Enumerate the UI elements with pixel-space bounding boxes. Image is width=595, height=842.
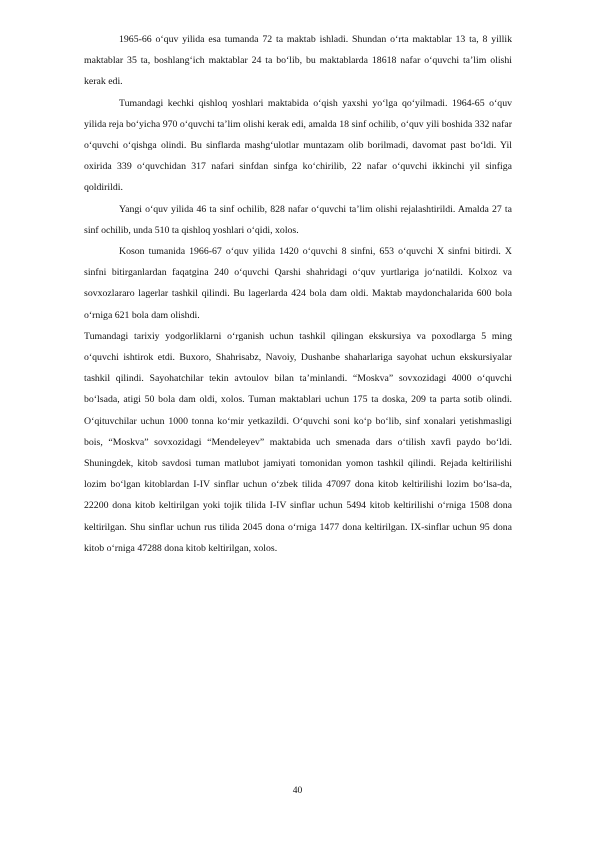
- paragraph-excursions-books: Tumandagi tarixiy yodgorliklarni o‘rganish uchun tashkil qilingan ekskursiya va poxodlarga 5 ming o‘quvchi ishtirok etdi. Buxoro, Shahrisabz, Navoiy, Dushanbe shaharlariga sayohat uchun ekskursiyalar tashkil qilindi. Sayohatchilar tekin avtoulov bilan ta’minlandi. “Moskva” sovxozidagi 4000 o‘quvchi bo‘lsada, atigi 50 bola dam oldi, xolos. Tuman maktablari uchun 175 ta doska, 209 ta parta sotib olindi. O‘qituvchilar uchun 1000 tonna ko‘mir yetkazildi. O‘quvchi soni ko‘p bo‘lib, sinf xonalari yetishmasligi bois, “Moskva” sovxozidagi “Mendeleyev” maktabida uch smenada dars o‘tilish xavfi paydo bo‘ldi. Shuningdek, kitob savdosi tuman matlubot jamiyati tomonidan yomon tashkil qilindi. Rejada keltirilishi lozim bo‘lgan kitoblardan I-IV sinflar uchun o‘zbek tilida 47097 dona kitob keltirilishi lozim bo‘lsa-da, 22200 dona kitob keltirilgan yoki tojik tilida I-IV sinflar uchun 5494 kitob keltirilishi o‘rniga 1508 dona keltirilgan. Shu sinflar uchun rus tilida 2045 dona o‘rniga 1477 dona keltirilgan. IX-sinflar uchun 95 dona kitob o‘rniga 47288 dona kitob keltirilgan, xolos.: [84, 330, 512, 554]
- paragraph-evening-school: Tumandagi kechki qishloq yoshlari maktabida o‘qish yaxshi yo‘lga qo‘yilmadi. 1964-65 o‘quv yilida reja bo‘yicha 970 o‘quvchi ta’lim olishi kerak edi, amalda 18 sinf ochilib, o‘quv yili boshida 332 nafar o‘quvchi o‘qishga olindi. Bu sinflarda mashg‘ulotlar muntazam olib borilmadi, davomat past bo‘ldi. Yil oxirida 339 o‘quvchidan 317 nafari sinfdan sinfga ko‘chirilib, 22 nafar o‘quvchi ikkinchi yil sinfiga qoldirildi.: [84, 97, 512, 194]
- paragraph-koson-district: Koson tumanida 1966-67 o‘quv yilida 1420 o‘quvchi 8 sinfni, 653 o‘quvchi X sinfni bitirdi. X sinfni bitirganlardan faqatgina 240 o‘quvchi Qarshi shahridagi o‘quv yurtlariga jo‘natildi. Kolxoz va sovxozlararo lagerlar tashkil qilindi. Bu lagerlarda 424 bola dam oldi. Maktab maydonchalarida 600 bola o‘rniga 621 bola dam olishdi.: [84, 246, 512, 321]
- paragraph-new-school-year: Yangi o‘quv yilida 46 ta sinf ochilib, 828 nafar o‘quvchi ta’lim olishi rejalashtirildi. Amalda 27 ta sinf ochilib, unda 510 ta qishloq yoshlari o‘qidi, xolos.: [84, 203, 512, 236]
- document-page: [84, 29, 512, 559]
- paragraph-1965-schools: 1965-66 o‘quv yilida esa tumanda 72 ta maktab ishladi. Shundan o‘rta maktablar 13 ta, 8 yillik maktablar 35 ta, boshlang‘ich maktablar 24 ta bo‘lib, bu maktablarda 18618 nafar o‘quvchi ta’lim olishi kerak edi.: [84, 34, 512, 88]
- page-number: 40: [292, 786, 303, 796]
